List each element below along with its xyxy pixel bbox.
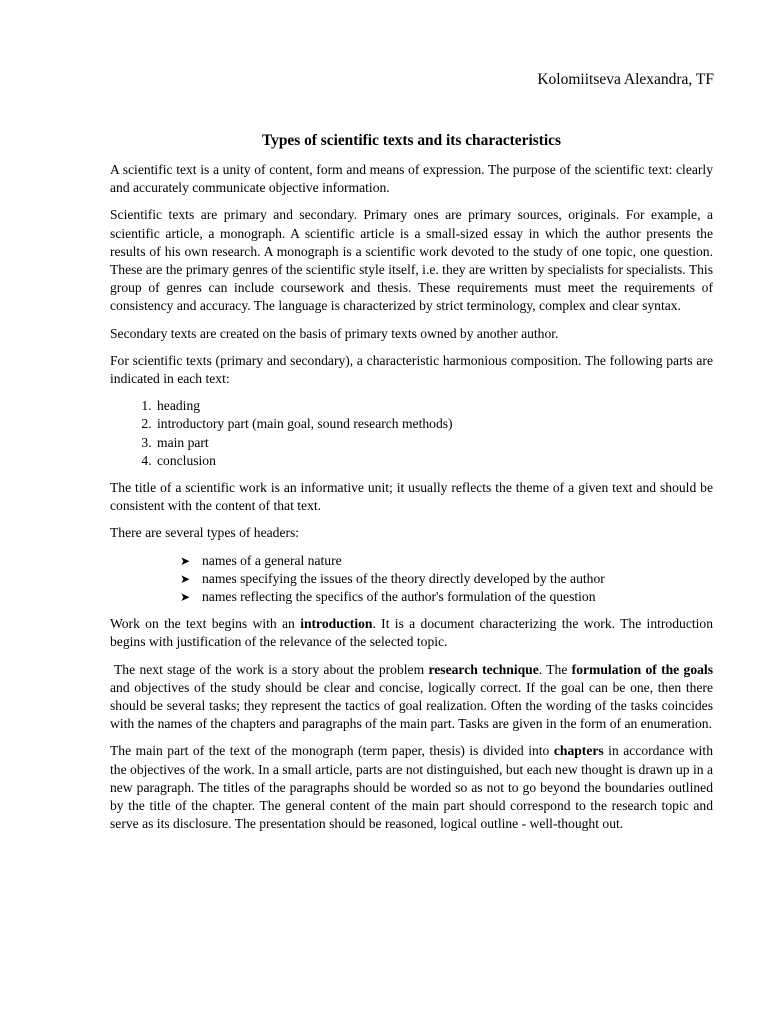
list-item: 2. introductory part (main goal, sound research methods)	[155, 415, 713, 433]
paragraph-main-part	[110, 742, 713, 833]
text-run: The next stage of the work is a story about the problem	[114, 661, 429, 677]
document-title: Types of scientific texts and its characteristics	[262, 132, 561, 149]
list-item	[180, 552, 713, 570]
list-item-text: names of a general nature	[202, 552, 342, 568]
arrow-bullet-icon: ➤	[180, 571, 191, 586]
header-types-list	[110, 552, 713, 607]
paragraph-title: The title of a scientific work is an informative unit; it usually reflects the theme of a given text and should be consistent with the content of that text.	[110, 480, 713, 514]
text-run: The main part of the text of the monograph (term paper, thesis) is divided into	[110, 743, 554, 759]
list-item: 3. main part	[155, 434, 713, 452]
bold-term: introduction	[300, 616, 373, 632]
list-item	[180, 570, 713, 588]
paragraph-definition: A scientific text is a unity of content, form and means of expression. The purpose of the scientific text: clearly and accurately communicate objective information.	[110, 162, 713, 196]
bold-term: formulation of the goals	[571, 661, 713, 677]
bold-term: chapters	[553, 743, 604, 759]
text-run: . The	[538, 661, 572, 677]
parts-list	[110, 397, 713, 470]
paragraph-header-types: There are several types of headers:	[110, 525, 300, 541]
text-run: in accordance with the objectives of the work. In a small article, parts are not distinguished, but each new thought is drawn up in a new paragraph. The titles of the paragraphs should be worded so as not to go beyond the boundaries outlined by the title of the chapter. The general content of the main part should correspond to the research topic and serve as its disclosure. The presentation should be reasoned, logical outline - well-thought out.	[110, 743, 714, 832]
list-item	[180, 588, 713, 606]
arrow-bullet-icon: ➤	[180, 553, 191, 568]
arrow-bullet-icon: ➤	[180, 590, 191, 605]
list-item-text: names reflecting the specifics of the author's formulation of the question	[202, 589, 596, 605]
paragraph-primary-secondary: Scientific texts are primary and secondary. Primary ones are primary sources, originals. For example, a scientific article, a monograph. A scientific article is a small-sized essay in which the author presents the results of his own research. A monograph is a scientific work devoted to the study of one topic, one question. These are the primary genres of the scientific style itself, i.e. they are written by specialists for specialists. This group of genres can include coursework and thesis. These requirements must meet the requirements of consistency and accuracy. The language is characterized by strict terminology, complex and clear syntax.	[110, 207, 713, 314]
bold-term: research technique	[428, 661, 539, 677]
text-run: . It is a document characterizing the work. The introduction begins with justification of the relevance of the selected topic.	[110, 616, 713, 650]
paragraph-research-technique	[110, 661, 713, 734]
document-body	[110, 131, 713, 843]
list-item-text: names specifying the issues of the theory directly developed by the author	[202, 570, 605, 586]
paragraph-secondary-texts: Secondary texts are created on the basis of primary texts owned by another author.	[110, 325, 559, 341]
author-line: Kolomiitseva Alexandra, TF	[537, 71, 714, 88]
list-item: 1. heading	[155, 397, 713, 415]
list-item: 4. conclusion	[155, 452, 713, 470]
paragraph-composition: For scientific texts (primary and secondary), a characteristic harmonious composition. The following parts are indicated in each text:	[110, 352, 713, 387]
text-run: Work on the text begins with an	[110, 616, 301, 632]
text-run: and objectives of the study should be clear and concise, logically correct. If the goal can be one, then there should be several tasks; they represent the tactics of goal realization. Often the wording of the tasks coincides with the names of the chapters and paragraphs of the main part. Tasks are given in the form of an enumeration.	[110, 679, 713, 732]
paragraph-introduction	[110, 615, 713, 651]
